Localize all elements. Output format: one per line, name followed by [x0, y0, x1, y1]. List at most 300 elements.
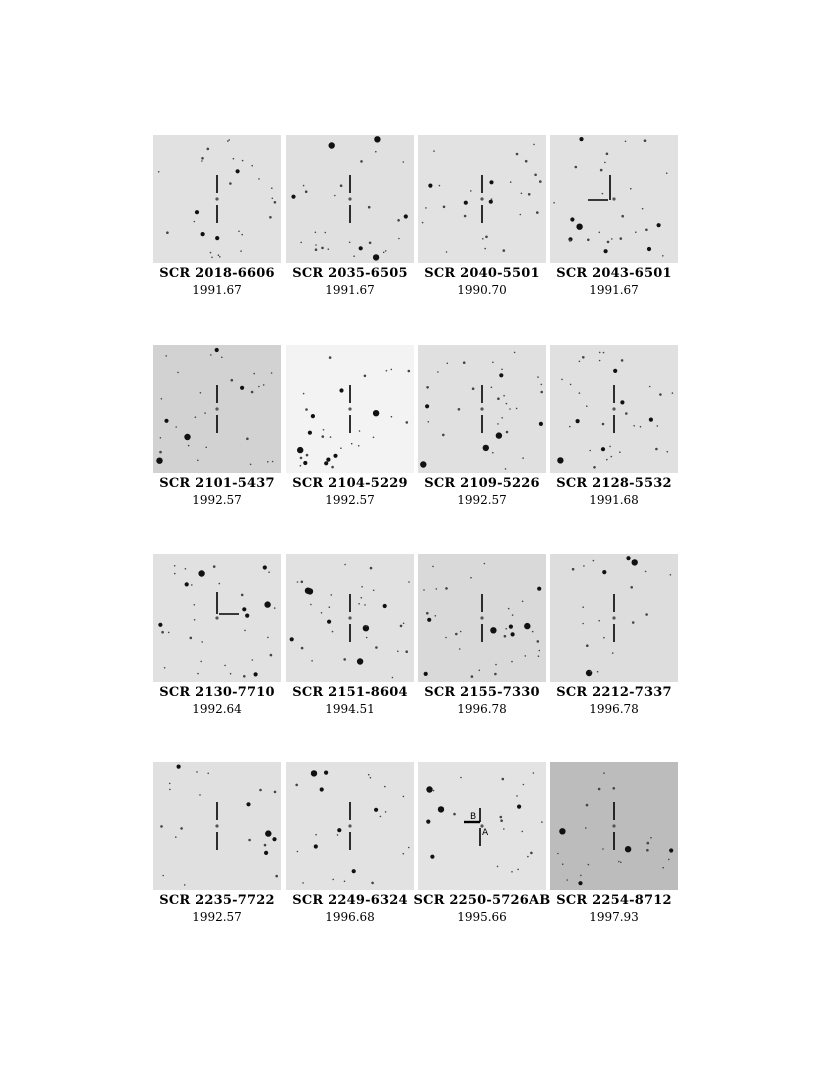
finder-chart-cell	[550, 135, 678, 305]
star	[383, 604, 387, 608]
star	[174, 573, 176, 575]
star	[252, 659, 254, 661]
star	[385, 811, 387, 813]
star	[351, 443, 353, 445]
star	[165, 355, 167, 357]
star	[642, 208, 644, 210]
star	[397, 219, 400, 222]
star	[340, 184, 343, 187]
star-field-image	[418, 345, 546, 473]
star	[403, 796, 405, 798]
finder-chart-cell	[418, 345, 546, 515]
star	[198, 570, 204, 576]
star	[586, 670, 592, 676]
star	[221, 357, 223, 359]
star-field-svg	[286, 135, 414, 263]
star	[272, 461, 274, 463]
star	[625, 846, 631, 852]
star	[251, 165, 253, 167]
star	[517, 805, 521, 809]
star-field-svg	[286, 345, 414, 473]
star	[500, 819, 503, 822]
star	[408, 581, 410, 583]
star	[603, 772, 605, 774]
star	[559, 828, 565, 834]
star	[504, 635, 507, 638]
star	[589, 450, 591, 452]
star	[536, 211, 539, 214]
star-name-label: SCR 2235-7722	[159, 893, 275, 908]
star	[599, 232, 601, 234]
star	[593, 466, 596, 469]
finder-chart-cell	[286, 762, 414, 932]
star	[215, 236, 219, 240]
target-star	[612, 197, 615, 200]
star	[602, 570, 606, 574]
star	[161, 631, 164, 634]
star	[370, 777, 372, 779]
star	[442, 434, 445, 437]
star-name-label: SCR 2035-6505	[292, 266, 408, 281]
component-label-b: B	[470, 812, 477, 822]
star	[243, 675, 246, 678]
star	[491, 198, 493, 200]
target-star	[215, 616, 218, 619]
star	[236, 169, 240, 173]
star	[539, 180, 542, 183]
star	[570, 384, 572, 386]
star-field-image	[550, 345, 678, 473]
star	[579, 392, 581, 394]
star	[184, 884, 186, 886]
target-star	[215, 197, 218, 200]
star	[426, 612, 429, 615]
star	[404, 214, 408, 218]
star	[499, 373, 503, 377]
star	[525, 655, 527, 657]
finder-chart-cell	[153, 762, 281, 932]
star	[582, 623, 584, 625]
star	[306, 454, 309, 457]
star	[598, 620, 600, 622]
finder-chart-cell	[413, 762, 551, 932]
target-star	[215, 824, 218, 827]
star	[370, 567, 373, 570]
star	[455, 633, 458, 636]
star	[583, 565, 585, 567]
star	[315, 248, 318, 251]
star	[578, 881, 582, 885]
star	[210, 252, 212, 254]
star	[233, 158, 235, 160]
star	[344, 564, 346, 566]
finder-chart-cell	[153, 345, 281, 515]
star	[436, 588, 438, 590]
star	[430, 855, 434, 859]
star-name-label: SCR 2040-5501	[424, 266, 540, 281]
star	[427, 618, 431, 622]
star	[373, 410, 379, 416]
star	[374, 136, 380, 142]
star-name-label: SCR 2254-8712	[556, 893, 672, 908]
star	[228, 139, 230, 141]
star	[215, 348, 219, 352]
target-star	[480, 616, 483, 619]
star	[503, 828, 505, 830]
star	[191, 584, 193, 586]
finder-chart-cell	[550, 554, 678, 724]
star	[201, 157, 204, 160]
star	[655, 448, 658, 451]
star	[364, 375, 367, 378]
star	[241, 234, 243, 236]
star	[511, 661, 513, 663]
star	[433, 790, 435, 792]
star	[620, 862, 622, 864]
star	[585, 827, 587, 829]
star	[200, 392, 202, 394]
star	[311, 770, 317, 776]
star	[459, 648, 461, 650]
star	[501, 369, 503, 371]
star	[611, 456, 613, 458]
star	[425, 404, 429, 408]
star	[361, 597, 363, 599]
star	[644, 139, 647, 142]
star	[428, 421, 430, 423]
star	[301, 581, 304, 584]
star	[537, 640, 540, 643]
star	[360, 160, 363, 163]
star	[253, 373, 255, 375]
star	[337, 834, 339, 836]
star	[662, 255, 664, 257]
star	[613, 787, 616, 790]
star	[509, 408, 511, 410]
star	[242, 160, 244, 162]
star	[426, 786, 432, 792]
star	[398, 238, 400, 240]
star	[460, 777, 462, 779]
star	[505, 468, 507, 470]
star	[606, 459, 608, 461]
star	[274, 607, 276, 609]
star	[271, 372, 273, 374]
star	[408, 370, 411, 373]
star	[522, 457, 524, 459]
star	[240, 386, 244, 390]
star	[484, 248, 486, 250]
star	[219, 583, 221, 585]
component-label-a: A	[482, 828, 489, 838]
star	[169, 783, 171, 785]
star	[357, 658, 363, 664]
star	[272, 198, 274, 200]
star	[310, 604, 312, 606]
star	[405, 650, 408, 653]
star	[197, 673, 199, 675]
star	[359, 246, 363, 250]
star	[464, 201, 468, 205]
star	[497, 397, 500, 400]
star	[164, 419, 168, 423]
star	[383, 252, 385, 254]
star	[400, 625, 403, 628]
star	[437, 371, 439, 373]
star	[297, 447, 303, 453]
star	[446, 251, 448, 253]
star	[532, 631, 534, 633]
star	[403, 853, 405, 855]
star	[650, 837, 652, 839]
star	[332, 631, 334, 633]
star	[626, 556, 630, 560]
star	[325, 232, 327, 234]
star	[630, 188, 632, 190]
star	[602, 423, 605, 426]
star	[300, 457, 303, 460]
star	[647, 247, 651, 251]
star	[305, 588, 311, 594]
star	[586, 804, 589, 807]
star	[517, 869, 519, 871]
star	[322, 435, 325, 438]
star-name-label: SCR 2130-7710	[159, 685, 275, 700]
star	[470, 190, 472, 192]
star	[489, 180, 493, 184]
finder-chart-cell	[550, 762, 678, 932]
finder-chart-cell	[286, 135, 414, 305]
star	[541, 821, 543, 823]
star	[250, 464, 252, 466]
star	[509, 625, 513, 629]
star	[303, 185, 305, 187]
star	[344, 881, 346, 883]
star	[470, 577, 472, 579]
star	[438, 806, 444, 812]
star	[373, 437, 375, 439]
star	[635, 231, 637, 233]
star	[601, 447, 605, 451]
star	[645, 229, 648, 232]
star	[490, 627, 496, 633]
star	[197, 460, 199, 462]
star	[613, 369, 617, 373]
star	[329, 142, 335, 148]
star	[495, 664, 497, 666]
star	[168, 632, 170, 634]
star	[510, 181, 512, 183]
star	[649, 386, 651, 388]
star	[541, 384, 543, 386]
star	[516, 408, 518, 410]
star-field-image	[286, 762, 414, 890]
star	[506, 403, 508, 405]
star	[308, 431, 312, 435]
star	[460, 631, 462, 633]
star	[397, 651, 399, 653]
finder-chart-cell	[153, 135, 281, 305]
star	[254, 672, 258, 676]
star-field-image	[153, 762, 281, 890]
epoch-label: 1995.66	[457, 910, 507, 924]
finder-chart-cell	[418, 135, 546, 305]
star	[366, 625, 368, 627]
star	[320, 787, 324, 791]
epoch-label: 1996.78	[589, 702, 639, 716]
star-field-image	[418, 554, 546, 682]
star	[471, 675, 474, 678]
star	[435, 615, 437, 617]
star	[491, 387, 493, 389]
star	[230, 673, 232, 675]
star	[391, 416, 393, 418]
star	[194, 604, 196, 606]
star	[508, 608, 510, 610]
target-star	[348, 407, 351, 410]
star	[358, 603, 360, 605]
star	[205, 447, 207, 449]
epoch-label: 1996.78	[457, 702, 507, 716]
star	[521, 193, 523, 195]
star-name-label: SCR 2212-7337	[556, 685, 672, 700]
star	[522, 601, 524, 603]
star	[502, 778, 505, 781]
star	[329, 606, 331, 608]
epoch-label: 1992.57	[192, 910, 242, 924]
star	[606, 153, 609, 156]
star	[576, 224, 582, 230]
star	[196, 771, 198, 773]
star	[625, 141, 627, 143]
star	[258, 386, 260, 388]
epoch-label: 1994.51	[325, 702, 375, 716]
star	[331, 466, 334, 469]
star	[403, 623, 405, 625]
star	[603, 637, 605, 639]
star	[229, 182, 232, 185]
star	[240, 250, 242, 252]
star-field-image	[153, 135, 281, 263]
star	[533, 144, 535, 146]
star	[241, 594, 244, 597]
star	[274, 201, 277, 204]
star	[391, 369, 393, 371]
target-star	[348, 616, 351, 619]
star	[557, 457, 563, 463]
star	[339, 388, 343, 392]
star	[640, 426, 642, 428]
star	[506, 431, 509, 434]
star	[632, 621, 635, 624]
star-name-label: SCR 2109-5226	[424, 476, 540, 491]
star	[264, 601, 270, 607]
star	[300, 242, 302, 244]
star	[368, 206, 371, 209]
star	[489, 200, 493, 204]
star	[657, 223, 661, 227]
star	[329, 356, 332, 359]
finder-chart-cell	[418, 554, 546, 724]
star	[162, 875, 164, 877]
star	[445, 587, 448, 590]
epoch-label: 1991.67	[325, 283, 375, 297]
star	[238, 231, 240, 233]
star	[609, 446, 611, 448]
star	[371, 882, 374, 885]
star	[426, 386, 429, 389]
star	[323, 429, 325, 431]
star	[160, 437, 162, 439]
star	[315, 244, 317, 246]
star	[599, 360, 601, 362]
star	[599, 352, 601, 354]
epoch-label: 1992.64	[192, 702, 242, 716]
star	[327, 620, 331, 624]
star	[537, 587, 541, 591]
star	[349, 242, 351, 244]
star	[432, 566, 434, 568]
star	[483, 445, 489, 451]
star	[428, 184, 432, 188]
star	[333, 454, 337, 458]
star	[224, 665, 226, 667]
star	[267, 637, 269, 639]
star	[566, 879, 568, 881]
star	[582, 356, 585, 359]
star-field-svg	[418, 762, 546, 890]
star	[463, 361, 466, 364]
star	[246, 438, 249, 441]
star	[445, 637, 447, 639]
star	[422, 222, 424, 224]
star	[633, 425, 635, 427]
star	[520, 214, 522, 216]
star	[522, 831, 524, 833]
star	[593, 560, 595, 562]
star	[231, 379, 234, 382]
epoch-label: 1992.57	[325, 493, 375, 507]
star	[359, 430, 361, 432]
star	[160, 825, 163, 828]
star	[305, 408, 308, 411]
target-star	[348, 824, 351, 827]
star-field-image	[286, 345, 414, 473]
star	[375, 646, 378, 649]
star-field-svg	[550, 762, 678, 890]
star	[161, 398, 163, 400]
star	[300, 465, 302, 467]
star	[602, 193, 604, 195]
target-star	[348, 197, 351, 200]
star	[332, 879, 334, 881]
star	[159, 451, 162, 454]
star-name-label: SCR 2151-8604	[292, 685, 408, 700]
star	[600, 169, 603, 172]
star	[530, 852, 533, 855]
star	[218, 254, 220, 256]
star-field-image	[550, 554, 678, 682]
star	[156, 458, 162, 464]
star	[305, 190, 308, 193]
star	[270, 654, 273, 657]
star	[199, 794, 201, 796]
star	[311, 414, 315, 418]
star	[620, 400, 624, 404]
star	[618, 861, 620, 863]
star	[324, 461, 328, 465]
star	[207, 773, 209, 775]
